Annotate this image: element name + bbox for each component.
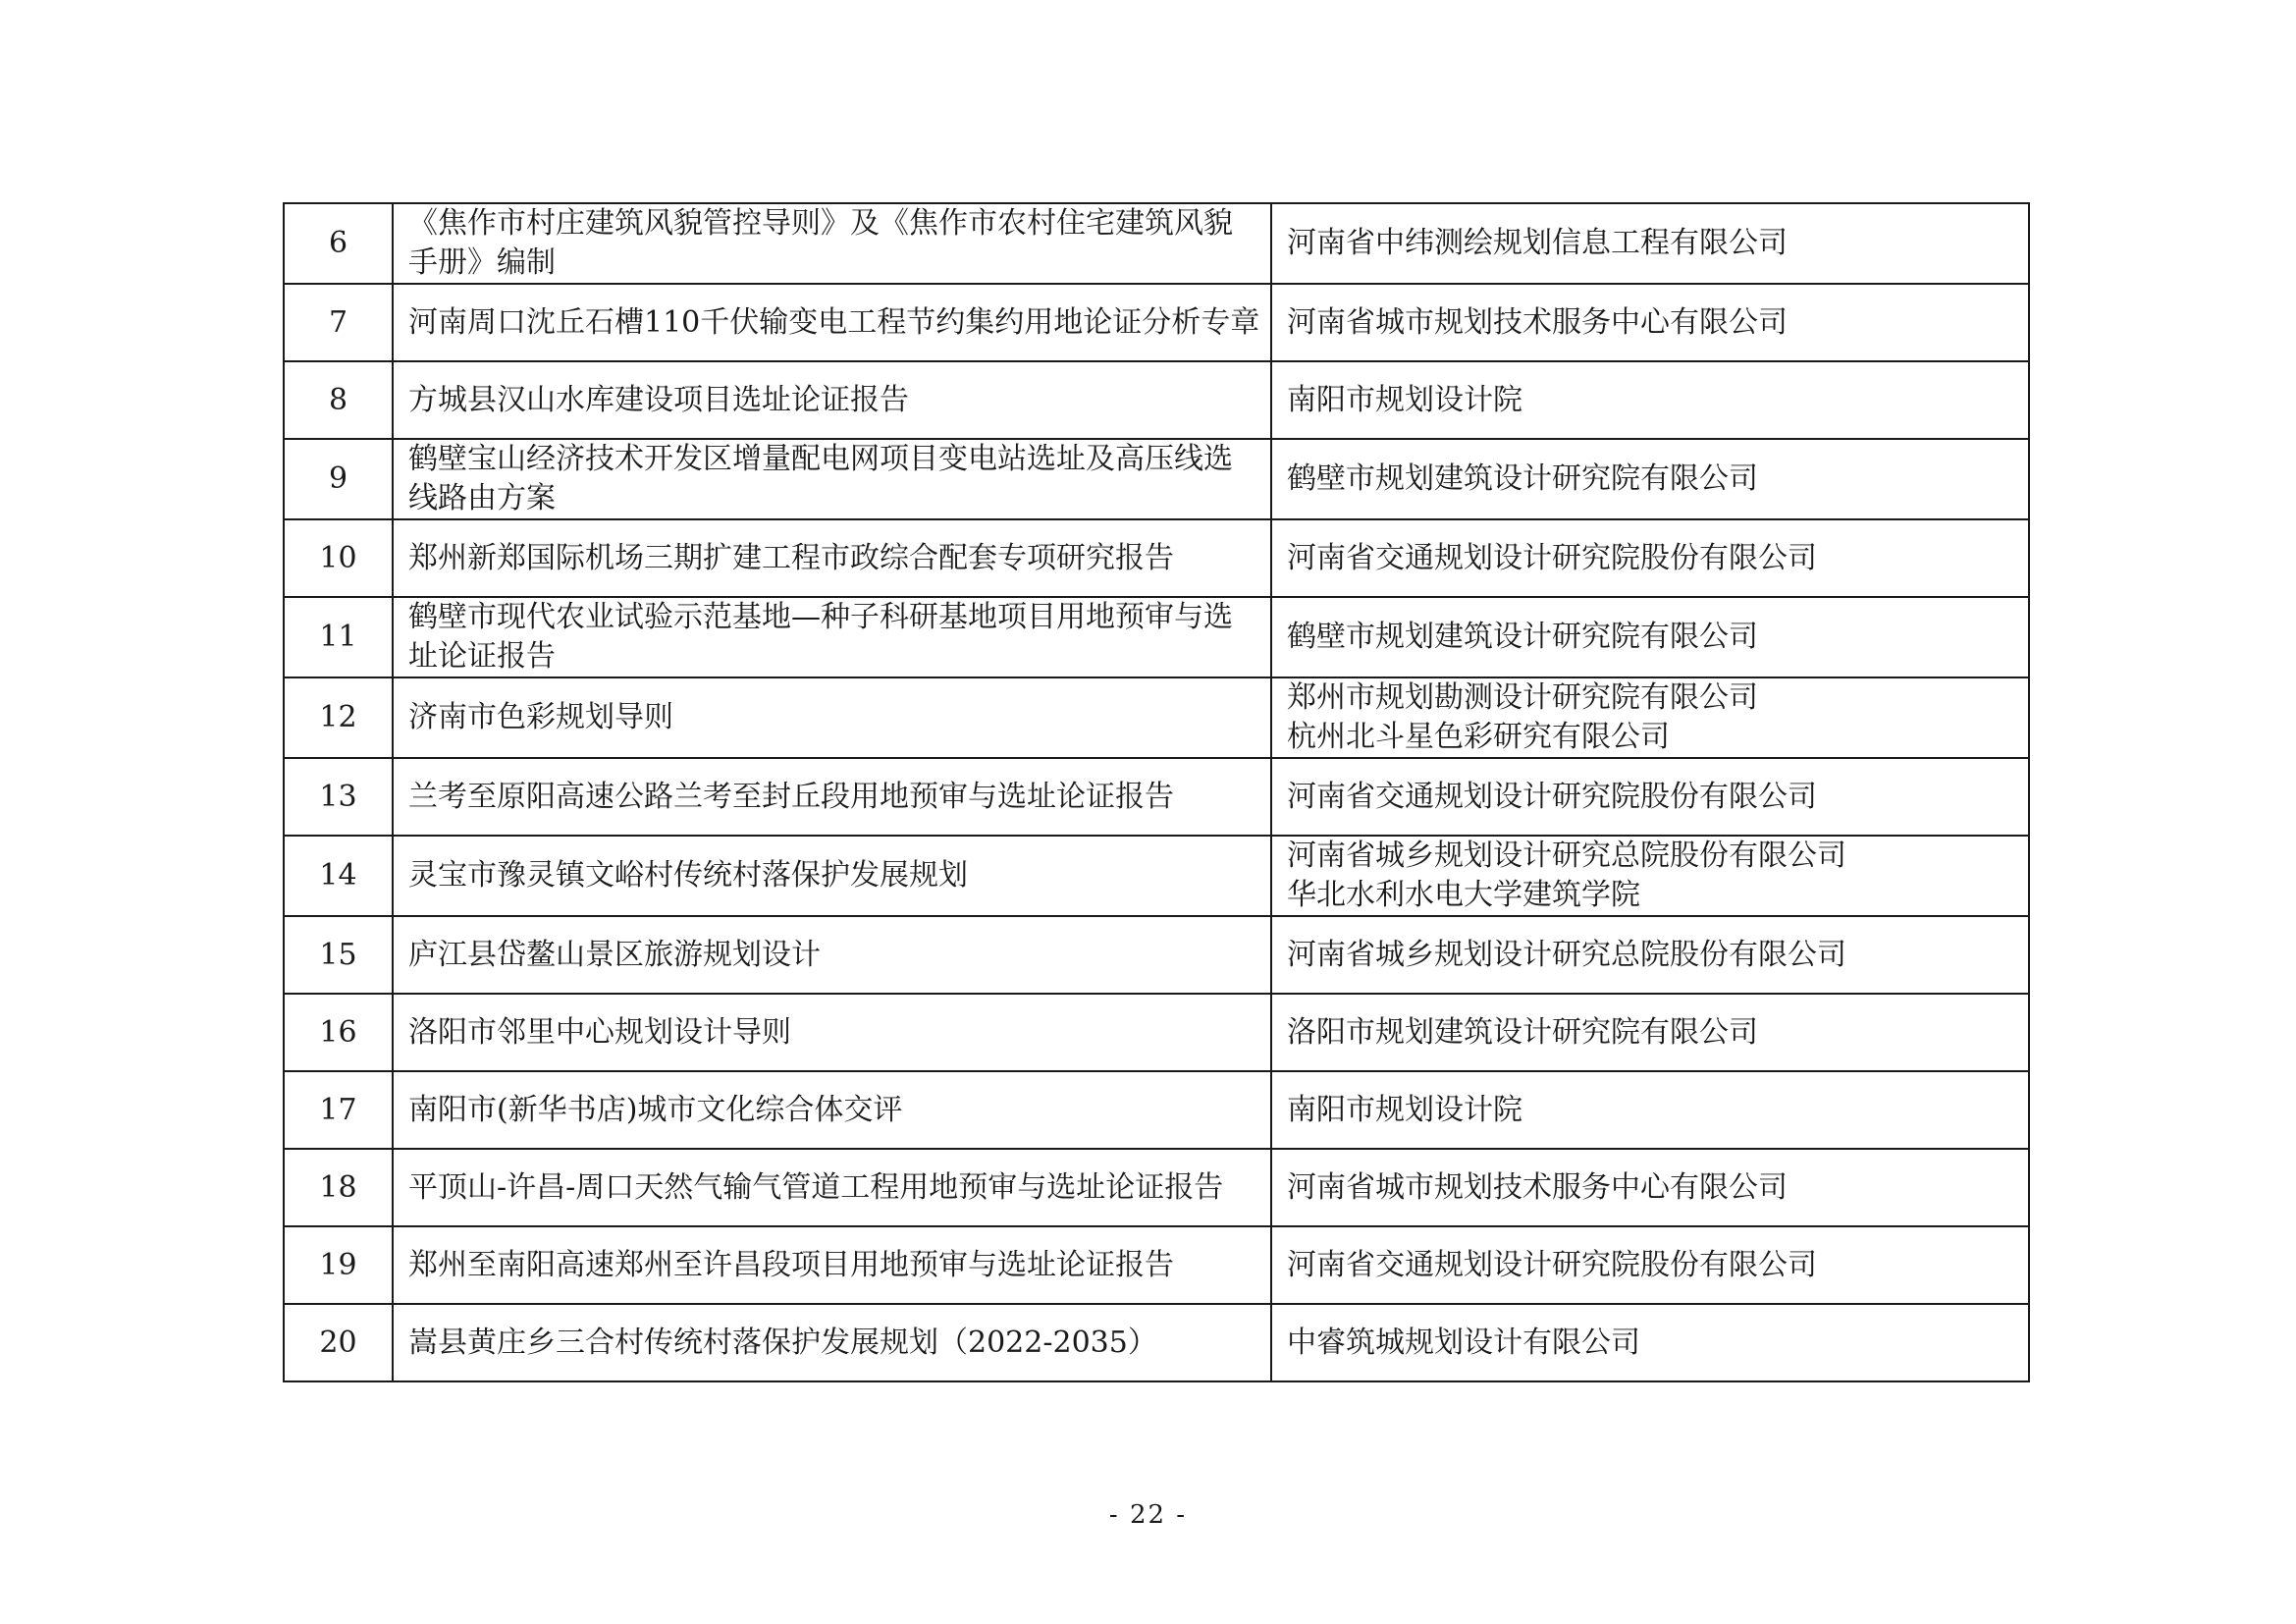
organization-cell: [1271, 758, 2029, 836]
project-title: 庐江县岱鳌山景区旅游规划设计: [393, 916, 1271, 994]
project-title: 南阳市(新华书店)城市文化综合体交评: [393, 1071, 1271, 1149]
organization-name: 河南省交通规划设计研究院股份有限公司: [1287, 540, 1817, 575]
organization-name: 中睿筑城规划设计有限公司: [1287, 1325, 1640, 1360]
row-number: 17: [284, 1071, 393, 1149]
project-title: 洛阳市邻里中心规划设计导则: [393, 994, 1271, 1071]
table-row: [284, 916, 2029, 994]
project-title: 《焦作市村庄建筑风貌管控导则》及《焦作市农村住宅建筑风貌手册》编制: [393, 203, 1271, 284]
organization-name: 河南省交通规划设计研究院股份有限公司: [1287, 779, 1817, 814]
organization-cell: [1271, 677, 2029, 758]
table-row: [284, 994, 2029, 1071]
organization-cell: [1271, 284, 2029, 361]
row-number: 18: [284, 1149, 393, 1226]
row-number: 9: [284, 439, 393, 519]
row-number: 12: [284, 677, 393, 758]
project-title: 河南周口沈丘石槽110千伏输变电工程节约集约用地论证分析专章: [393, 284, 1271, 361]
table-row: [284, 203, 2029, 284]
table-row: [284, 1226, 2029, 1304]
organization-name: 河南省城乡规划设计研究总院股份有限公司: [1287, 839, 1846, 873]
organization-name: 华北水利水电大学建筑学院: [1287, 878, 1640, 912]
project-title: 郑州至南阳高速郑州至许昌段项目用地预审与选址论证报告: [393, 1226, 1271, 1304]
table-body: [284, 203, 2029, 1381]
table-row: [284, 1304, 2029, 1381]
row-number: 20: [284, 1304, 393, 1381]
organization-cell: [1271, 1071, 2029, 1149]
project-title: 灵宝市豫灵镇文峪村传统村落保护发展规划: [393, 836, 1271, 916]
organization-cell: [1271, 597, 2029, 677]
organization-name: 洛阳市规划建筑设计研究院有限公司: [1287, 1014, 1758, 1050]
table-row: [284, 284, 2029, 361]
organization-name: 鹤壁市规划建筑设计研究院有限公司: [1287, 461, 1758, 496]
table-row: [284, 677, 2029, 758]
project-title: 郑州新郑国际机场三期扩建工程市政综合配套专项研究报告: [393, 519, 1271, 597]
organization-cell: [1271, 519, 2029, 597]
table-row: [284, 519, 2029, 597]
row-number: 14: [284, 836, 393, 916]
organization-cell: [1271, 836, 2029, 916]
row-number: 11: [284, 597, 393, 677]
project-title: 平顶山-许昌-周口天然气输气管道工程用地预审与选址论证报告: [393, 1149, 1271, 1226]
organization-name: 南阳市规划设计院: [1287, 382, 1522, 417]
row-number: 10: [284, 519, 393, 597]
row-number: 15: [284, 916, 393, 994]
organization-name: 河南省城市规划技术服务中心有限公司: [1287, 304, 1788, 340]
project-title: 嵩县黄庄乡三合村传统村落保护发展规划（2022-2035）: [393, 1304, 1271, 1381]
row-number: 7: [284, 284, 393, 361]
project-title: 方城县汉山水库建设项目选址论证报告: [393, 361, 1271, 439]
organization-cell: [1271, 1304, 2029, 1381]
row-number: 8: [284, 361, 393, 439]
project-title: 鹤壁市现代农业试验示范基地—种子科研基地项目用地预审与选址论证报告: [393, 597, 1271, 677]
row-number: 16: [284, 994, 393, 1071]
organization-cell: [1271, 916, 2029, 994]
page-number: - 22 -: [1108, 1500, 1188, 1530]
organization-cell: [1271, 994, 2029, 1071]
project-title: 鹤壁宝山经济技术开发区增量配电网项目变电站选址及高压线选线路由方案: [393, 439, 1271, 519]
organization-name: 南阳市规划设计院: [1287, 1092, 1522, 1127]
table-row: [284, 439, 2029, 519]
table-row: [284, 836, 2029, 916]
organization-cell: [1271, 203, 2029, 284]
project-title: 济南市色彩规划导则: [393, 677, 1271, 758]
table-row: [284, 597, 2029, 677]
organization-name: 河南省中纬测绘规划信息工程有限公司: [1287, 226, 1788, 260]
organization-name: 郑州市规划勘测设计研究院有限公司: [1287, 680, 1758, 715]
table-row: [284, 758, 2029, 836]
organization-name: 河南省城市规划技术服务中心有限公司: [1287, 1169, 1788, 1205]
organization-name: 河南省交通规划设计研究院股份有限公司: [1287, 1247, 1817, 1282]
organization-cell: [1271, 1149, 2029, 1226]
organization-name: 鹤壁市规划建筑设计研究院有限公司: [1287, 620, 1758, 654]
organization-cell: [1271, 439, 2029, 519]
project-title: 兰考至原阳高速公路兰考至封丘段用地预审与选址论证报告: [393, 758, 1271, 836]
table-row: [284, 1149, 2029, 1226]
award-list-table: [283, 202, 2030, 1382]
organization-cell: [1271, 361, 2029, 439]
table-row: [284, 361, 2029, 439]
table-row: [284, 1071, 2029, 1149]
organization-name: 杭州北斗星色彩研究有限公司: [1287, 720, 1670, 754]
organization-name: 河南省城乡规划设计研究总院股份有限公司: [1287, 937, 1846, 972]
organization-cell: [1271, 1226, 2029, 1304]
row-number: 19: [284, 1226, 393, 1304]
row-number: 6: [284, 203, 393, 284]
row-number: 13: [284, 758, 393, 836]
